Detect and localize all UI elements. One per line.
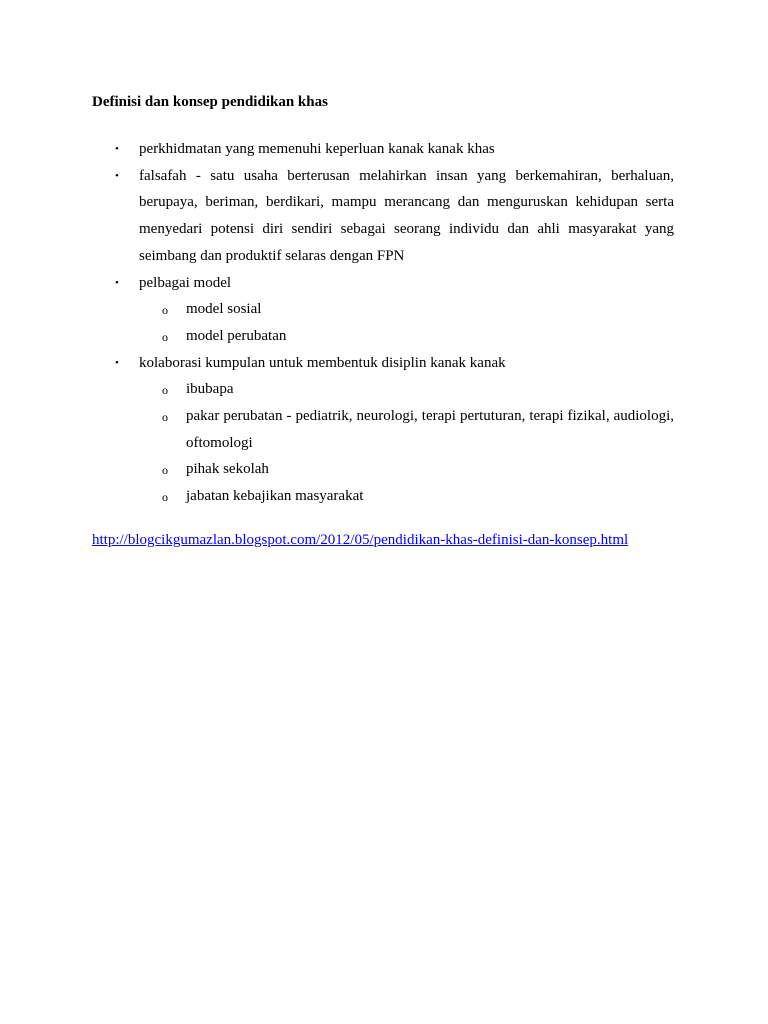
sub-list-item bbox=[139, 376, 674, 403]
sub-list-item bbox=[139, 323, 674, 350]
bullet-icon: • bbox=[115, 143, 119, 155]
list-item-3 bbox=[92, 270, 674, 350]
sub-bullet-list bbox=[139, 296, 674, 349]
sub-list-item-text: model perubatan bbox=[186, 327, 287, 344]
source-link[interactable]: http://blogcikgumazlan.blogspot.com/2012/05/pendidikan-khas-definisi-dan-konsep.html bbox=[92, 531, 629, 548]
list-item-text: pelbagai model bbox=[139, 274, 232, 291]
circle-bullet-icon: o bbox=[162, 490, 168, 505]
list-item-text: kolaborasi kumpulan untuk membentuk disiplin kanak kanak bbox=[139, 354, 506, 371]
sub-list-item-text: ibubapa bbox=[186, 381, 234, 398]
circle-bullet-icon: o bbox=[162, 303, 168, 318]
sub-list-item bbox=[139, 296, 674, 323]
list-item-1 bbox=[92, 136, 674, 163]
sub-list-item bbox=[139, 403, 674, 456]
list-item-2 bbox=[92, 163, 674, 270]
sub-list-item-text: pihak sekolah bbox=[186, 461, 269, 478]
bullet-icon: • bbox=[115, 169, 119, 182]
list-item-text: perkhidmatan yang memenuhi keperluan kanak kanak khas bbox=[139, 141, 495, 157]
sub-list-item bbox=[139, 456, 674, 483]
sub-list-item-text: jabatan kebajikan masyarakat bbox=[186, 488, 364, 505]
circle-bullet-icon: o bbox=[162, 463, 168, 478]
list-item-text: falsafah - satu usaha berterusan melahirkan insan yang berkemahiran, berhaluan, berupaya, beriman, berdikari, mampu merancang dan menguruskan kehidupan serta menyedari potensi diri sendiri sebagai seorang individu dan ahli masyarakat yang seimbang dan produktif selaras dengan FPN bbox=[139, 167, 674, 264]
sub-list-item bbox=[139, 483, 674, 510]
circle-bullet-icon: o bbox=[162, 383, 168, 398]
document-title: Definisi dan konsep pendidikan khas bbox=[92, 94, 328, 110]
main-bullet-list bbox=[92, 136, 674, 510]
list-item-4 bbox=[92, 350, 674, 510]
sub-list-item-text: pakar perubatan - pediatrik, neurologi, terapi pertuturan, terapi fizikal, audiologi, oftomologi bbox=[186, 408, 674, 451]
sub-bullet-list bbox=[139, 376, 674, 510]
circle-bullet-icon: o bbox=[162, 329, 168, 344]
document-page bbox=[92, 92, 674, 550]
circle-bullet-icon: o bbox=[162, 410, 168, 425]
sub-list-item-text: model sosial bbox=[186, 301, 262, 318]
bullet-icon: • bbox=[115, 276, 119, 289]
bullet-icon: • bbox=[115, 356, 119, 369]
